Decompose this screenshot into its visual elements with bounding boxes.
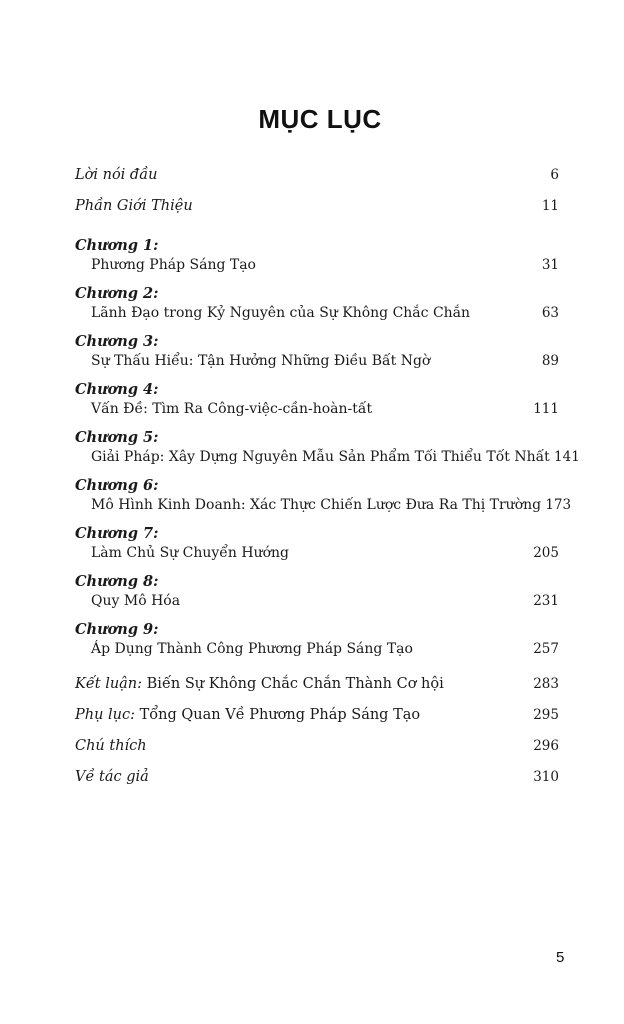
toc-entry-label: Lời nói đầu bbox=[75, 167, 158, 183]
toc-entry-page: 296 bbox=[533, 738, 559, 754]
chapter-heading: Chương 6: bbox=[75, 477, 159, 494]
toc-entry-page: 283 bbox=[533, 676, 559, 692]
chapter-page: 63 bbox=[541, 305, 559, 321]
chapter-heading: Chương 8: bbox=[75, 573, 159, 590]
chapter-title: Phương Pháp Sáng Tạo bbox=[91, 257, 256, 273]
chapter-title: Làm Chủ Sự Chuyển Hướng bbox=[91, 545, 289, 561]
toc-chapter-5[interactable] bbox=[75, 429, 580, 477]
chapter-title: Giải Pháp: Xây Dựng Nguyên Mẫu Sản Phẩm Tối Thiểu Tốt Nhất bbox=[91, 449, 550, 465]
chapter-heading: Chương 2: bbox=[75, 285, 159, 302]
chapter-page: 205 bbox=[533, 545, 559, 561]
table-of-contents bbox=[75, 166, 580, 799]
toc-entry-label: Biến Sự Không Chắc Chắn Thành Cơ hội bbox=[142, 676, 444, 692]
toc-entry-conclusion[interactable] bbox=[75, 675, 559, 706]
toc-entry-page: 310 bbox=[533, 769, 559, 785]
toc-entry-page: 295 bbox=[533, 707, 559, 723]
toc-entry-label: Tổng Quan Về Phương Pháp Sáng Tạo bbox=[135, 707, 421, 723]
toc-entry-introduction[interactable] bbox=[75, 197, 559, 228]
chapter-heading: Chương 7: bbox=[75, 525, 159, 542]
toc-entry-preface[interactable] bbox=[75, 166, 559, 197]
toc-entry-label: Phần Giới Thiệu bbox=[75, 198, 193, 214]
toc-entry-about-author[interactable] bbox=[75, 768, 559, 799]
spacer bbox=[75, 228, 559, 237]
chapter-heading: Chương 3: bbox=[75, 333, 159, 350]
chapter-page: 257 bbox=[533, 641, 559, 657]
toc-chapter-1[interactable] bbox=[75, 237, 559, 285]
chapter-page: 173 bbox=[545, 497, 572, 513]
chapter-page: 89 bbox=[541, 353, 559, 369]
page-title: MỤC LỤC bbox=[258, 104, 382, 134]
toc-chapter-9[interactable] bbox=[75, 621, 559, 669]
toc-entry-page: 6 bbox=[550, 167, 559, 183]
toc-entry-label: Chú thích bbox=[75, 738, 147, 754]
toc-chapter-3[interactable] bbox=[75, 333, 559, 381]
chapter-page: 141 bbox=[554, 449, 580, 465]
toc-entry-notes[interactable] bbox=[75, 737, 559, 768]
chapter-heading: Chương 4: bbox=[75, 381, 159, 398]
toc-chapter-4[interactable] bbox=[75, 381, 559, 429]
toc-entry-lead: Kết luận: bbox=[75, 676, 143, 692]
page-number: 5 bbox=[556, 949, 565, 966]
chapter-title: Quy Mô Hóa bbox=[91, 593, 181, 609]
chapter-title: Mô Hình Kinh Doanh: Xác Thực Chiến Lược Đưa Ra Thị Trường bbox=[91, 497, 542, 513]
chapter-title: Áp Dụng Thành Công Phương Pháp Sáng Tạo bbox=[91, 641, 413, 657]
chapter-title: Vấn Đề: Tìm Ra Công-việc-cần-hoàn-tất bbox=[91, 401, 373, 417]
toc-entry-page: 11 bbox=[541, 198, 559, 214]
chapter-title: Sự Thấu Hiểu: Tận Hưởng Những Điều Bất Ngờ bbox=[91, 353, 431, 369]
toc-entry-lead: Phụ lục: bbox=[75, 707, 136, 723]
toc-chapter-2[interactable] bbox=[75, 285, 559, 333]
chapter-heading: Chương 1: bbox=[75, 237, 159, 254]
chapter-title: Lãnh Đạo trong Kỷ Nguyên của Sự Không Chắc Chắn bbox=[91, 305, 471, 321]
chapter-page: 31 bbox=[541, 257, 559, 273]
chapter-heading: Chương 9: bbox=[75, 621, 159, 638]
toc-chapter-6[interactable] bbox=[75, 477, 572, 525]
toc-entry-appendix[interactable] bbox=[75, 706, 559, 737]
chapter-page: 111 bbox=[533, 401, 559, 417]
chapter-page: 231 bbox=[533, 593, 559, 609]
toc-entry-label: Về tác giả bbox=[75, 769, 149, 785]
toc-chapter-8[interactable] bbox=[75, 573, 559, 621]
toc-chapter-7[interactable] bbox=[75, 525, 559, 573]
chapter-heading: Chương 5: bbox=[75, 429, 159, 446]
